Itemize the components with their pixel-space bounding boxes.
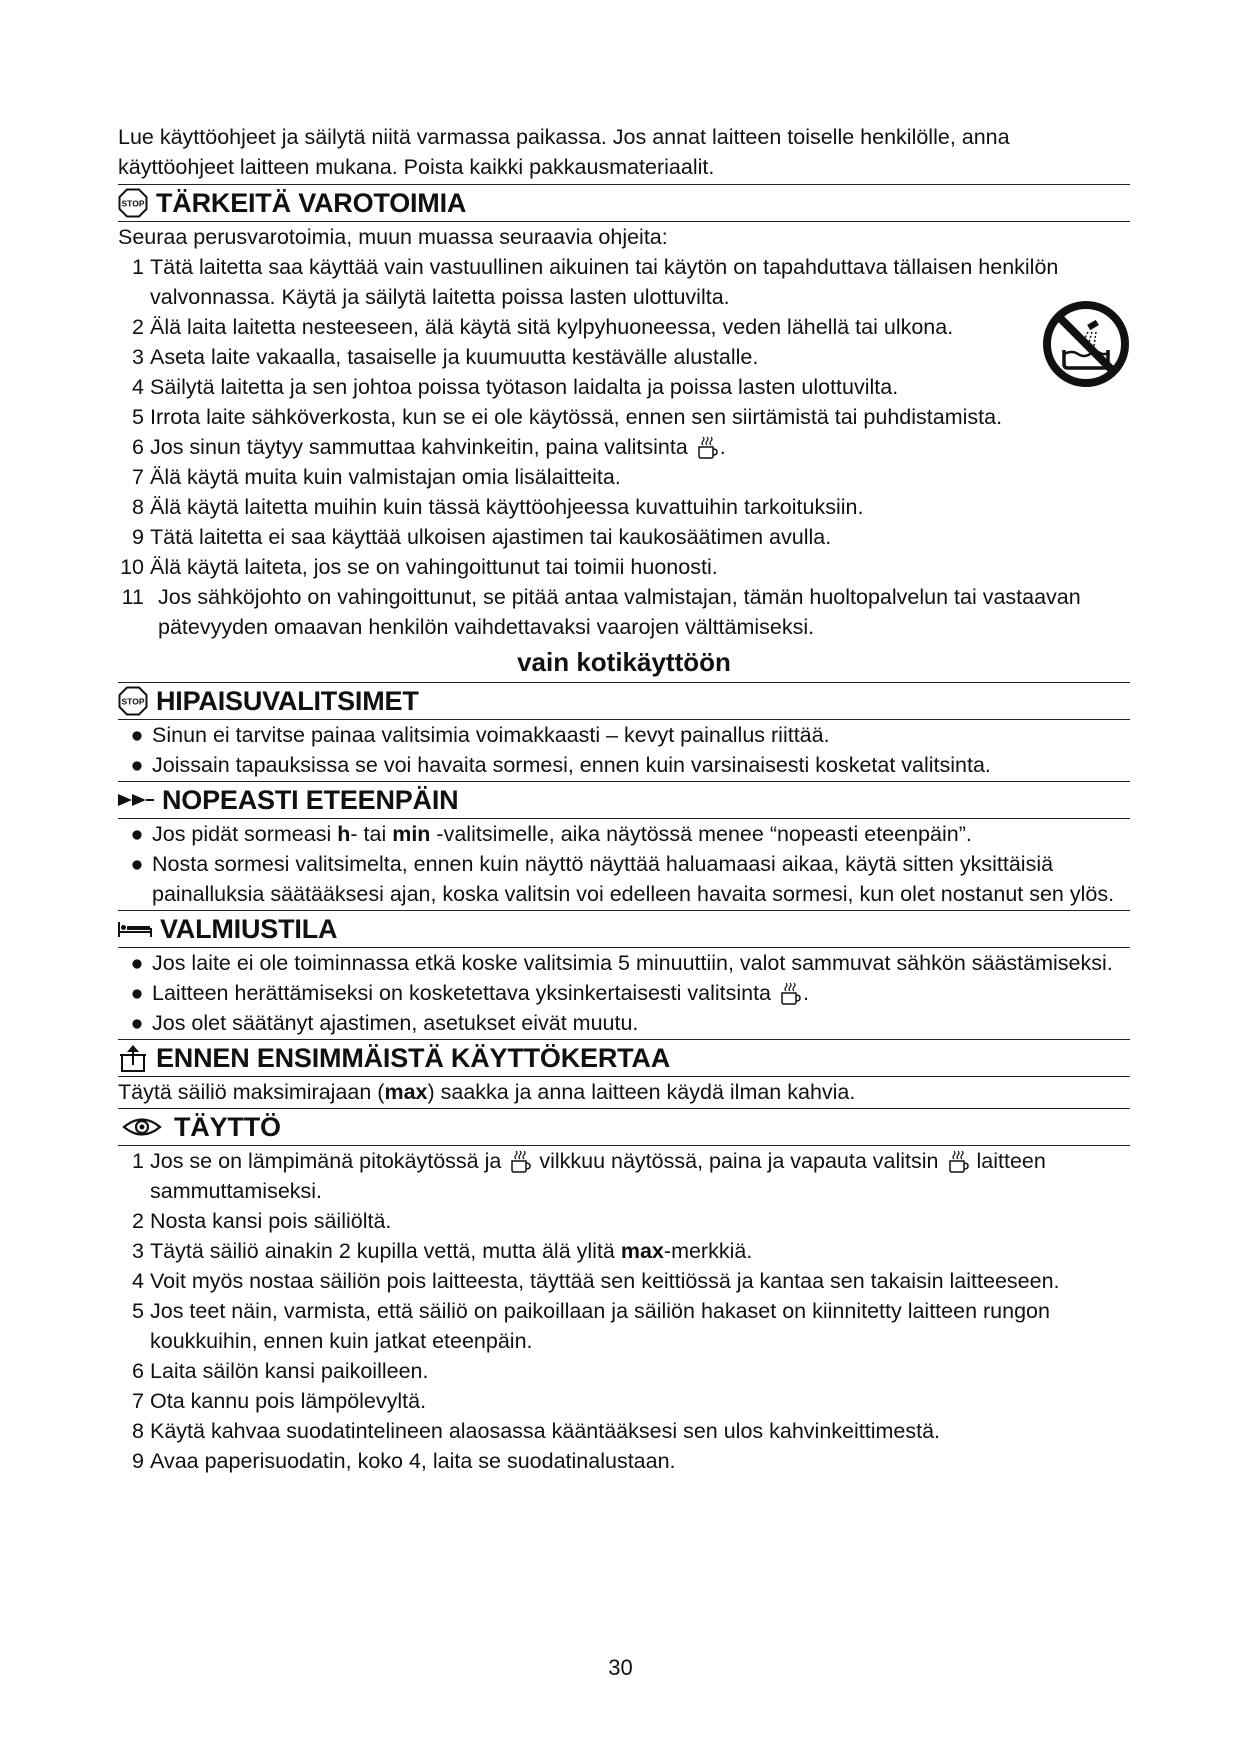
page-content: [118, 122, 1130, 1476]
fast-forward-title: NOPEASTI ETEENPÄIN: [162, 784, 459, 815]
intro-paragraph: Lue käyttöohjeet ja säilytä niitä varmassa paikassa. Jos annat laitteen toiselle henkilölle, anna käyttöohjeet laitteen mukana. Poista kaikki pakkausmateriaalit.: [118, 125, 1010, 179]
stop-icon: [118, 686, 148, 716]
standby-list: [118, 948, 1130, 1038]
first-use-text: Täytä säiliö maksimirajaan (max) saakka ja anna laitteen käydä ilman kahvia.: [118, 1080, 856, 1104]
list-item: 5 Irrota laite sähköverkosta, kun se ei ole käytössä, ennen sen siirtämistä tai puhdistamista.: [132, 405, 1003, 429]
list-item: 9 Avaa paperisuodatin, koko 4, laita se suodatinalustaan.: [132, 1449, 676, 1473]
safety-list: [118, 252, 1130, 642]
list-item: ● Sinun ei tarvitse painaa valitsimia voimakkaasti – kevyt painallus riittää.: [130, 723, 830, 747]
list-item: ● Laitteen herättämiseksi on kosketettava yksinkertaisesti valitsinta .: [130, 981, 809, 1005]
keep-warm-icon: [779, 981, 801, 1005]
list-item: 7 Älä käytä muita kuin valmistajan omia lisälaitteita.: [132, 465, 621, 489]
no-water-warning-icon: [1042, 300, 1130, 388]
standby-bed-icon: [118, 919, 152, 939]
keep-warm-icon: [509, 1149, 531, 1173]
list-item: 3 Täytä säiliö ainakin 2 kupilla vettä, mutta älä ylitä max-merkkiä.: [132, 1239, 753, 1263]
safety-lead: Seuraa perusvarotoimia, muun muassa seuraavia ohjeita:: [118, 225, 668, 249]
list-item: ● Joissain tapauksissa se voi havaita sormesi, ennen kuin varsinaisesti kosketat valitsinta.: [130, 753, 991, 777]
page-number: 30: [608, 1655, 633, 1680]
first-use-section-header: [118, 1039, 1130, 1077]
touch-section-header: [118, 682, 1130, 720]
first-use-title: ENNEN ENSIMMÄISTÄ KÄYTTÖKERTAA: [156, 1042, 671, 1073]
list-item: ● Jos pidät sormeasi h- tai min -valitsimelle, aika näytössä menee “nopeasti eteenpäin”.: [130, 822, 972, 846]
list-item: ● Nosta sormesi valitsimelta, ennen kuin näyttö näyttää haluamaasi aikaa, käytä sitten yksittäisiä painalluksia säätääksesi ajan, koska valitsin voi edelleen havaita sormesi, kun olet nostanut sen ylös.: [130, 852, 1115, 906]
list-item: 1 Tätä laitetta saa käyttää vain vastuullinen aikuinen tai käytön on tapahduttava tällaisen henkilön valvonnassa. Käytä ja säilytä laitetta poissa lasten ulottuvilta.: [132, 255, 1059, 309]
first-use-icon: [118, 1043, 148, 1073]
touch-list: [118, 720, 1130, 780]
list-item: 11 Jos sähköjohto on vahingoittunut, se pitää antaa valmistajan, tämän huoltopalvelun tai vastaavan pätevyyden omaavan henkilön vaihdettavaksi vaarojen välttämiseksi.: [121, 585, 1081, 639]
list-item: 8 Käytä kahvaa suodatintelineen alaosassa kääntääksesi sen ulos kahvinkeittimestä.: [132, 1419, 941, 1443]
household-note: vain kotikäyttöön: [517, 647, 731, 677]
list-item: 4 Säilytä laitetta ja sen johtoa poissa työtason laidalta ja poissa lasten ulottuvilta.: [132, 375, 899, 399]
list-item: 2 Älä laita laitetta nesteeseen, älä käytä sitä kylpyhuoneessa, veden lähellä tai ulkona.: [132, 315, 954, 339]
list-item: ● Jos olet säätänyt ajastimen, asetukset eivät muutu.: [130, 1011, 639, 1035]
stop-icon: [118, 188, 148, 218]
list-item: 8 Älä käytä laitetta muihin kuin tässä käyttöohjeessa kuvattuihin tarkoituksiin.: [132, 495, 864, 519]
filling-section-header: [118, 1108, 1130, 1146]
list-item: 6 Jos sinun täytyy sammuttaa kahvinkeitin, paina valitsinta .: [132, 435, 726, 459]
standby-section-header: [118, 910, 1130, 948]
list-item: 7 Ota kannu pois lämpölevyltä.: [132, 1389, 427, 1413]
filling-title: TÄYTTÖ: [174, 1111, 281, 1142]
list-item: ● Jos laite ei ole toiminnassa etkä koske valitsimia 5 minuuttiin, valot sammuvat sähkön säästämiseksi.: [130, 951, 1113, 975]
list-item: 5 Jos teet näin, varmista, että säiliö on paikoillaan ja säiliön hakaset on kiinnitetty laitteen rungon koukkuihin, ennen kuin jatkat eteenpäin.: [132, 1299, 1050, 1353]
fast-forward-section-header: [118, 781, 1130, 819]
list-item: 10 Älä käytä laiteta, jos se on vahingoittunut tai toimii huonosti.: [120, 555, 718, 579]
safety-section-header: [118, 184, 1130, 222]
fast-forward-icon: [118, 792, 154, 808]
keep-warm-icon: [696, 435, 718, 459]
filling-list: [118, 1146, 1130, 1476]
list-item: 1 Jos se on lämpimänä pitokäytössä ja vilkkuu näytössä, paina ja vapauta valitsin laitteen sammuttamiseksi.: [132, 1149, 1046, 1203]
keep-warm-icon: [947, 1149, 969, 1173]
list-item: 4 Voit myös nostaa säiliön pois laitteesta, täyttää sen keittiössä ja kantaa sen takaisin laitteeseen.: [132, 1269, 1060, 1293]
standby-title: VALMIUSTILA: [160, 913, 338, 944]
list-item: 6 Laita säilön kansi paikoilleen.: [132, 1359, 429, 1383]
safety-title: TÄRKEITÄ VAROTOIMIA: [156, 187, 467, 218]
fast-forward-list: [118, 819, 1130, 909]
list-item: 9 Tätä laitetta ei saa käyttää ulkoisen ajastimen tai kaukosäätimen avulla.: [132, 525, 832, 549]
list-item: 2 Nosta kansi pois säiliöltä.: [132, 1209, 392, 1233]
list-item: 3 Aseta laite vakaalla, tasaiselle ja kuumuutta kestävälle alustalle.: [132, 345, 759, 369]
touch-title: HIPAISUVALITSIMET: [156, 685, 419, 716]
eye-icon: [122, 1116, 162, 1138]
